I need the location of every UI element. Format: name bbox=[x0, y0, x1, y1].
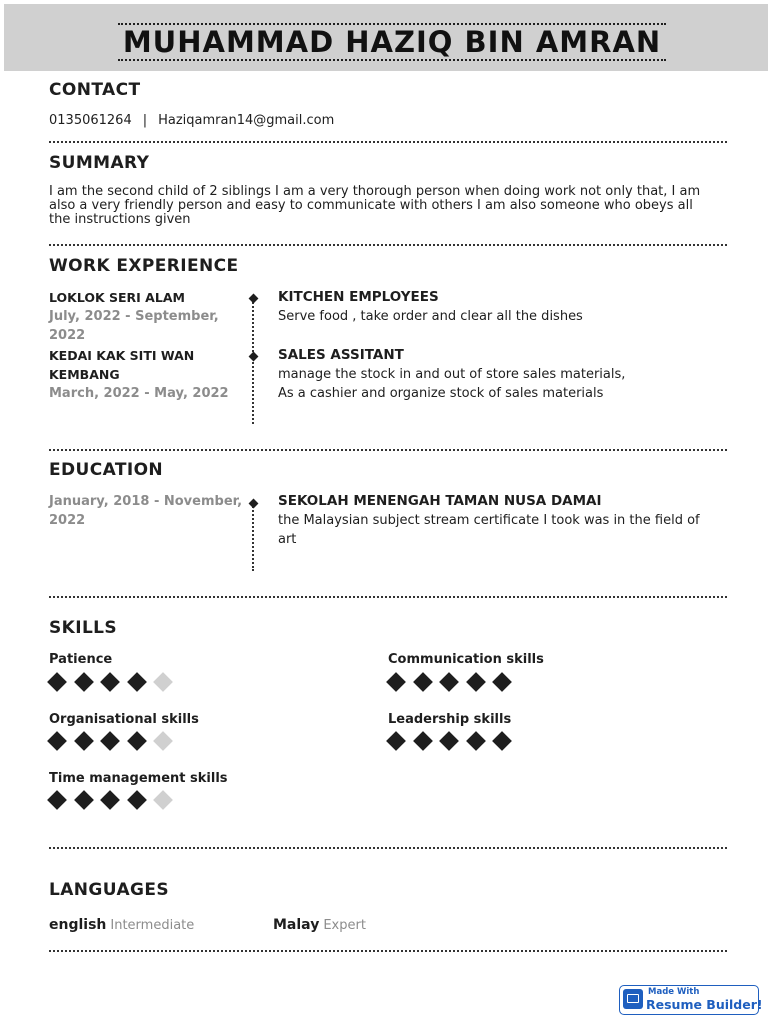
contact-heading: CONTACT bbox=[49, 80, 141, 100]
rating-filled-icon bbox=[466, 672, 486, 692]
summary-heading: SUMMARY bbox=[49, 153, 150, 173]
rating-filled-icon bbox=[47, 731, 67, 751]
education-date: 2022 bbox=[49, 513, 86, 528]
education-item-right bbox=[278, 492, 728, 549]
rating-filled-icon bbox=[386, 731, 406, 751]
employer-name: KEDAI KAK SITI WAN bbox=[49, 348, 195, 363]
timeline-bullet-icon bbox=[248, 351, 258, 361]
employer-name: KEMBANG bbox=[49, 367, 120, 382]
school-name: SEKOLAH MENENGAH TAMAN NUSA DAMAI bbox=[278, 493, 602, 509]
section-divider bbox=[49, 596, 727, 598]
skill-name: Leadership skills bbox=[388, 712, 512, 727]
education-description: the Malaysian subject stream certificate I took was in the field of bbox=[278, 513, 700, 528]
rating-empty-icon bbox=[153, 790, 173, 810]
rating-filled-icon bbox=[74, 790, 94, 810]
employment-date: July, 2022 - September, bbox=[49, 309, 219, 324]
phone-number: 0135061264 bbox=[49, 113, 132, 128]
rating-filled-icon bbox=[413, 731, 433, 751]
work-experience-heading: WORK EXPERIENCE bbox=[49, 256, 239, 276]
rating-filled-icon bbox=[439, 672, 459, 692]
candidate-name: MUHAMMAD HAZIQ BIN AMRAN bbox=[122, 25, 662, 59]
rating-filled-icon bbox=[74, 731, 94, 751]
rating-filled-icon bbox=[127, 790, 147, 810]
skill-rating bbox=[389, 675, 509, 689]
skill-name: Communication skills bbox=[388, 652, 544, 667]
job-description: manage the stock in and out of store sales materials, bbox=[278, 367, 626, 382]
language-name: Malay bbox=[273, 917, 320, 933]
rating-filled-icon bbox=[439, 731, 459, 751]
rating-filled-icon bbox=[466, 731, 486, 751]
language-name: english bbox=[49, 917, 107, 933]
rating-filled-icon bbox=[47, 672, 67, 692]
summary-line: I am the second child of 2 siblings I am a very thorough person when doing work not only that, I am bbox=[49, 184, 701, 199]
contact-line bbox=[49, 113, 334, 128]
resume-builder-logo-icon bbox=[623, 989, 643, 1009]
badge-line-2: Resume Builder! bbox=[646, 997, 763, 1012]
contact-separator: | bbox=[142, 113, 148, 128]
skill-rating bbox=[50, 675, 170, 689]
summary-line: the instructions given bbox=[49, 212, 191, 227]
rating-filled-icon bbox=[100, 790, 120, 810]
rating-filled-icon bbox=[492, 672, 512, 692]
rating-empty-icon bbox=[153, 672, 173, 692]
language-item bbox=[273, 914, 366, 933]
section-divider bbox=[49, 950, 727, 952]
employment-date: March, 2022 - May, 2022 bbox=[49, 386, 229, 401]
work-item-2-left bbox=[49, 346, 244, 403]
work-item-2-right bbox=[278, 346, 728, 403]
rating-filled-icon bbox=[386, 672, 406, 692]
work-item-1-right bbox=[278, 288, 728, 326]
timeline-bullet-icon bbox=[248, 498, 258, 508]
email-address[interactable]: Haziqamran14@gmail.com bbox=[158, 113, 335, 128]
summary-text bbox=[49, 185, 729, 227]
education-heading: EDUCATION bbox=[49, 460, 164, 480]
section-divider bbox=[49, 244, 727, 246]
made-with-resume-builder-badge[interactable] bbox=[619, 985, 763, 1015]
name-banner bbox=[4, 4, 768, 71]
job-title: SALES ASSITANT bbox=[278, 347, 404, 363]
languages-heading: LANGUAGES bbox=[49, 880, 170, 900]
language-item bbox=[49, 914, 194, 933]
timeline-line bbox=[252, 503, 254, 571]
rating-filled-icon bbox=[413, 672, 433, 692]
badge-line-1: Made With bbox=[648, 987, 700, 997]
section-divider bbox=[49, 449, 727, 451]
language-level: Expert bbox=[323, 918, 366, 933]
skill-name: Patience bbox=[49, 652, 113, 667]
rating-filled-icon bbox=[100, 731, 120, 751]
job-title: KITCHEN EMPLOYEES bbox=[278, 289, 439, 305]
timeline-bullet-icon bbox=[248, 293, 258, 303]
name-frame bbox=[118, 23, 666, 61]
rating-empty-icon bbox=[153, 731, 173, 751]
rating-filled-icon bbox=[492, 731, 512, 751]
job-description: As a cashier and organize stock of sales materials bbox=[278, 386, 604, 401]
skill-name: Time management skills bbox=[49, 771, 228, 786]
rating-filled-icon bbox=[100, 672, 120, 692]
work-item-1-left bbox=[49, 288, 244, 345]
rating-filled-icon bbox=[74, 672, 94, 692]
skill-rating bbox=[50, 734, 170, 748]
education-item-left bbox=[49, 492, 249, 530]
skill-rating bbox=[50, 793, 170, 807]
skill-name: Organisational skills bbox=[49, 712, 199, 727]
rating-filled-icon bbox=[127, 731, 147, 751]
employment-date: 2022 bbox=[49, 328, 86, 343]
section-divider bbox=[49, 847, 727, 849]
rating-filled-icon bbox=[127, 672, 147, 692]
language-level: Intermediate bbox=[110, 918, 195, 933]
section-divider bbox=[49, 141, 727, 143]
education-description: art bbox=[278, 532, 297, 547]
job-description: Serve food , take order and clear all the dishes bbox=[278, 309, 583, 324]
skill-rating bbox=[389, 734, 509, 748]
skills-heading: SKILLS bbox=[49, 618, 118, 638]
summary-line: also a very friendly person and easy to communicate with others I am also someone who obeys all bbox=[49, 198, 693, 213]
employer-name: LOKLOK SERI ALAM bbox=[49, 290, 185, 305]
education-date: January, 2018 - November, bbox=[49, 494, 243, 509]
rating-filled-icon bbox=[47, 790, 67, 810]
